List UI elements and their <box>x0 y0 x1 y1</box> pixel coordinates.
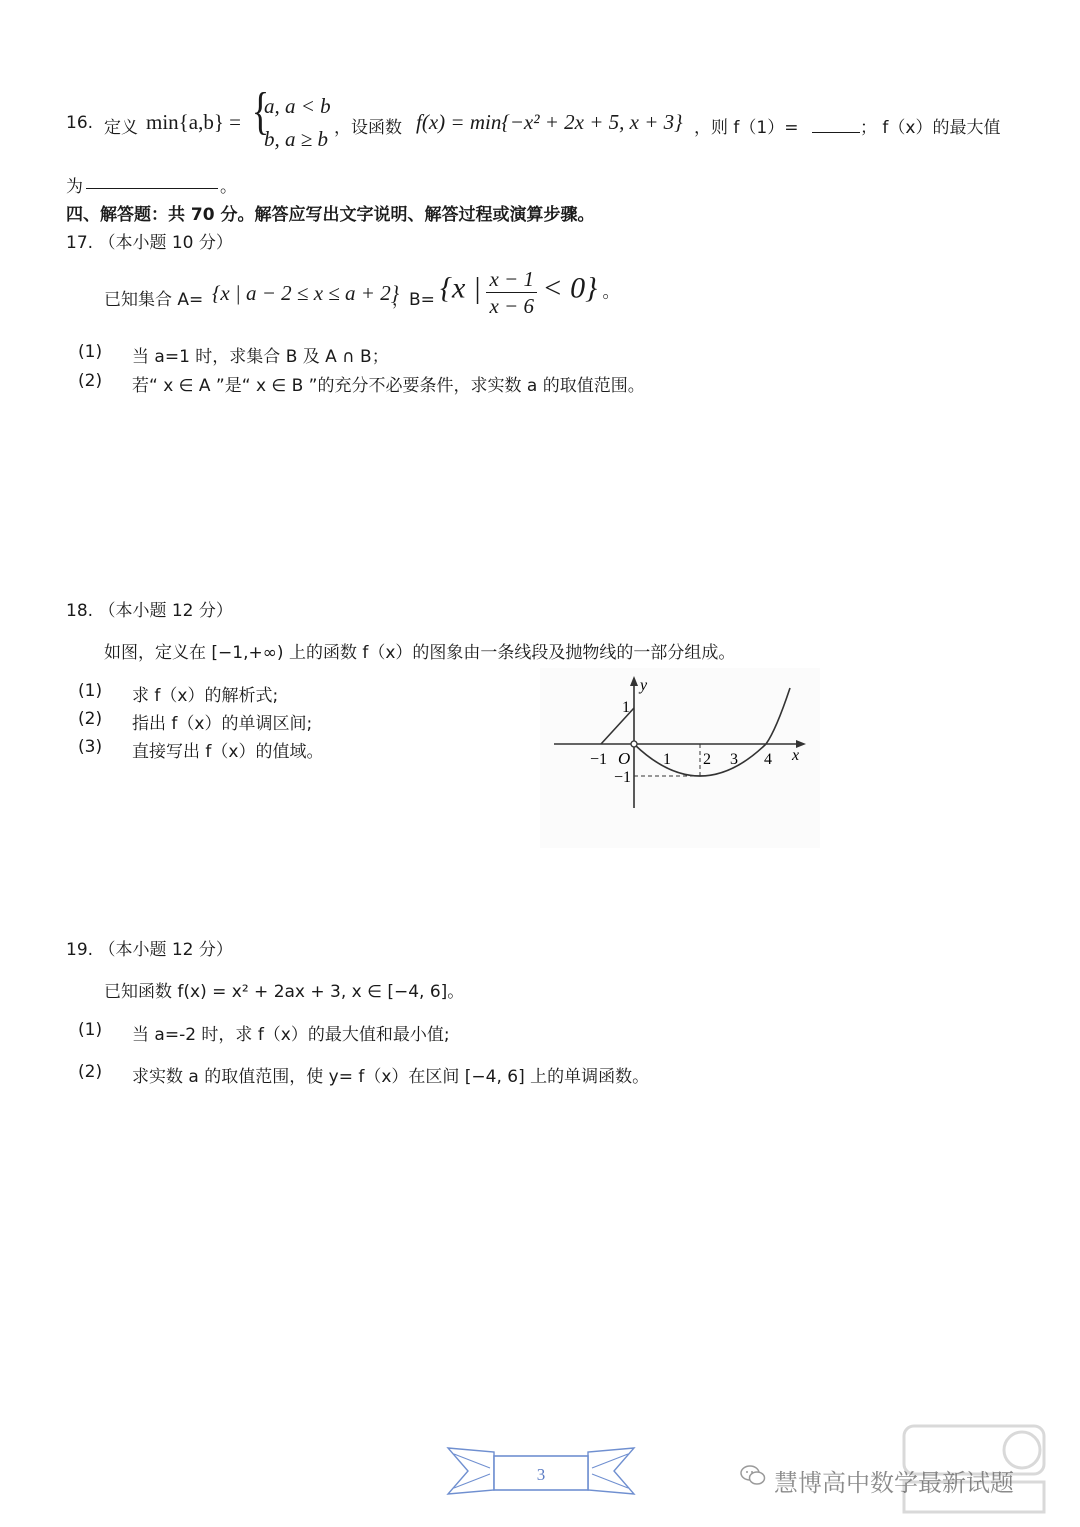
x-tick-1: 1 <box>663 751 671 768</box>
y-tick-1: 1 <box>622 699 630 716</box>
q17-end: 。 <box>602 282 620 303</box>
watermark-logo <box>900 1418 1050 1518</box>
q16-max-text: ； f（x）的最大值 <box>860 118 1001 138</box>
open-point-origin <box>631 741 637 747</box>
x-tick-neg1: −1 <box>590 751 608 768</box>
q17-part2-text: 若“ x ∈ A ”是“ x ∈ B ”的充分不必要条件，求实数 a 的取值范围。 <box>132 376 645 396</box>
q16-set-func-text: ，设函数 <box>334 118 402 138</box>
origin-label: O <box>618 749 631 768</box>
q16-cases-brace: { <box>251 83 270 140</box>
q18-intro: 如图，定义在 [−1,+∞) 上的函数 f（x）的图象由一条线段及抛物线的一部分组成。 <box>104 643 736 663</box>
q16-case2: b, a ≥ b <box>264 127 329 151</box>
watermark-text: 慧博高中数学最新试题 <box>774 1469 1014 1497</box>
q17-part1-text: 当 a=1 时，求集合 B 及 A ∩ B； <box>132 347 389 367</box>
q16-end-mark: 。 <box>220 177 237 197</box>
q16-min-expr: min{a,b} = <box>146 110 241 134</box>
q17-header: 17. （本小题 10 分） <box>66 233 233 253</box>
q19-part2-label: (2) <box>78 1062 103 1082</box>
q16-case1: a, a < b <box>264 94 331 118</box>
page-number-ribbon <box>446 1442 636 1500</box>
q17-setB-suffix: < 0} <box>542 271 598 305</box>
q17-setB-prefix: {x | <box>440 271 482 305</box>
q17-frac-den: x − 6 <box>489 294 534 318</box>
q16-answer-blank-1[interactable] <box>812 116 860 133</box>
q18-part2-label: (2) <box>78 709 103 729</box>
q18-function-graph <box>540 668 820 848</box>
y-axis-label: y <box>640 677 648 694</box>
q16-func-expr: f(x) = min{−x² + 2x + 5, x + 3} <box>416 110 683 134</box>
x-axis-label: x <box>792 747 800 764</box>
q17-setA: {x | a − 2 ≤ x ≤ a + 2} <box>212 281 400 305</box>
q18-part1-label: (1) <box>78 681 103 701</box>
ribbon-right-tail <box>588 1448 634 1494</box>
q16-wei-text: 为 <box>66 177 83 197</box>
x-tick-3: 3 <box>730 751 738 768</box>
q19-intro: 已知函数 f(x) = x² + 2ax + 3, x ∈ [−4, 6]。 <box>104 982 465 1002</box>
q16-number: 16. <box>66 113 94 133</box>
q19-part1-label: (1) <box>78 1020 103 1040</box>
q17-frac-num: x − 1 <box>486 266 537 293</box>
ribbon-left-tail <box>448 1448 494 1494</box>
q17-sep: ，B= <box>392 290 435 310</box>
q18-part3-label: (3) <box>78 737 103 757</box>
q19-header: 19. （本小题 12 分） <box>66 940 233 960</box>
q19-part2-text: 求实数 a 的取值范围，使 y= f（x）在区间 [−4, 6] 上的单调函数。 <box>132 1067 650 1087</box>
q16-then-text: ，则 f（1）= <box>694 118 799 138</box>
q18-part2-text: 指出 f（x）的单调区间; <box>132 714 313 734</box>
q17-setB-fraction <box>486 266 537 319</box>
x-tick-4: 4 <box>764 751 772 768</box>
q17-part2-label: (2) <box>78 371 103 391</box>
q17-intro: 已知集合 A= <box>104 290 204 310</box>
q18-part1-text: 求 f（x）的解析式; <box>132 686 279 706</box>
q17-setB <box>440 266 620 319</box>
page-number: 3 <box>536 1465 546 1484</box>
q19-part1-text: 当 a=-2 时，求 f（x）的最大值和最小值; <box>132 1025 450 1045</box>
q18-header: 18. （本小题 12 分） <box>66 601 233 621</box>
q16-define-text: 定义 <box>104 118 138 138</box>
q17-part1-label: (1) <box>78 342 103 362</box>
q16-answer-blank-2[interactable] <box>86 172 218 189</box>
x-tick-2: 2 <box>703 751 711 768</box>
y-tick-neg1: −1 <box>614 769 632 786</box>
q18-part3-text: 直接写出 f（x）的值域。 <box>132 742 324 762</box>
watermark-wechat-icon <box>740 1464 766 1486</box>
section-heading: 四、解答题：共 70 分。解答应写出文字说明、解答过程或演算步骤。 <box>66 205 595 225</box>
